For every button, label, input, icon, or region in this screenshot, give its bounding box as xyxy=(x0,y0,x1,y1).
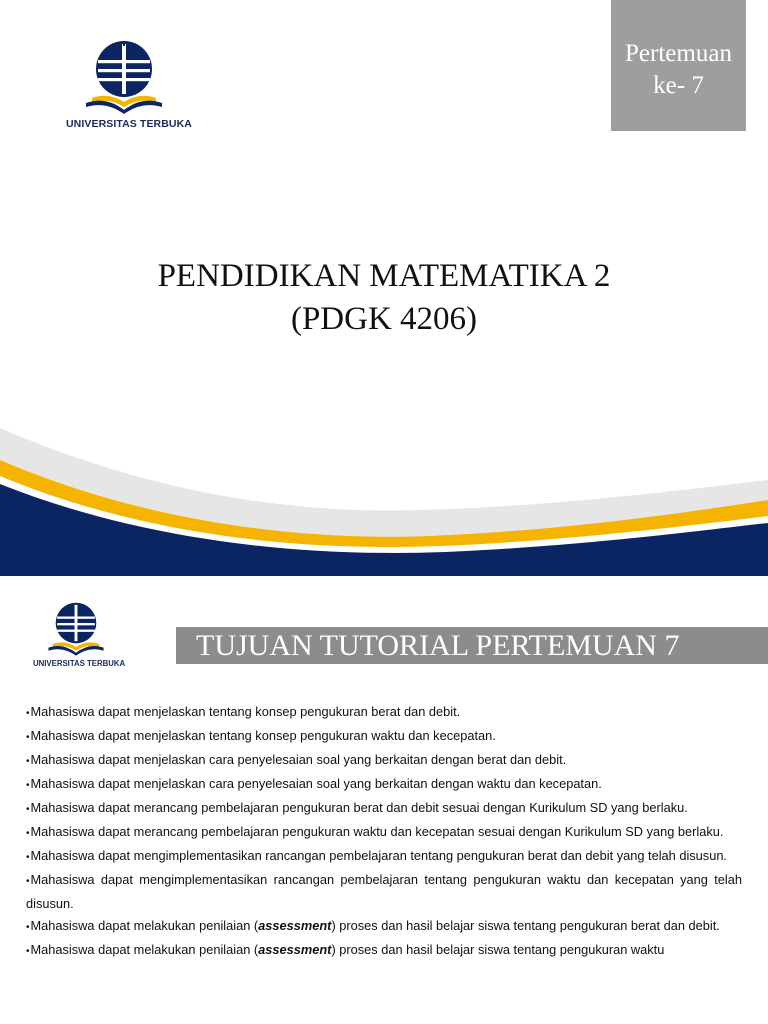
list-item: • Mahasiswa dapat menjelaskan tentang konsep pengukuran waktu dan kecepatan. xyxy=(26,725,742,749)
list-item: • Mahasiswa dapat menjelaskan cara penyelesaian soal yang berkaitan dengan berat dan debit. xyxy=(26,749,742,773)
list-item: • Mahasiswa dapat melakukan penilaian (assessment) proses dan hasil belajar siswa tentang pengukuran berat dan debit. xyxy=(26,915,742,939)
list-item: • Mahasiswa dapat menjelaskan tentang konsep pengukuran berat dan debit. xyxy=(26,701,742,725)
university-emblem-icon xyxy=(32,602,120,660)
decorative-wave xyxy=(0,420,768,576)
list-item: • Mahasiswa dapat mengimplementasikan rancangan pembelajaran tentang pengukuran waktu dan kecepatan yang telah disusun. xyxy=(26,869,742,915)
university-logo xyxy=(64,40,192,135)
meeting-badge xyxy=(611,0,746,131)
list-item: • Mahasiswa dapat merancang pembelajaran pengukuran waktu dan kecepatan sesuai dengan Kurikulum SD yang berlaku. xyxy=(26,821,742,845)
list-item: • Mahasiswa dapat menjelaskan cara penyelesaian soal yang berkaitan dengan waktu dan kecepatan. xyxy=(26,773,742,797)
list-item: • Mahasiswa dapat merancang pembelajaran pengukuran berat dan debit sesuai dengan Kurikulum SD yang berlaku. xyxy=(26,797,742,821)
badge-line-2: ke- 7 xyxy=(653,72,704,99)
list-item: • Mahasiswa dapat mengimplementasikan rancangan pembelajaran tentang pengukuran berat dan debit yang telah disusun. xyxy=(26,845,742,869)
objectives-list xyxy=(26,701,742,963)
logo-text: UNIVERSITAS TERBUKA xyxy=(66,118,192,130)
list-item: • Mahasiswa dapat melakukan penilaian (assessment) proses dan hasil belajar siswa tentang pengukuran waktu xyxy=(26,939,742,963)
section-heading: TUJUAN TUTORIAL PERTEMUAN 7 xyxy=(176,627,768,664)
university-emblem-icon xyxy=(64,40,184,120)
course-title xyxy=(0,255,768,341)
course-code: (PDGK 4206) xyxy=(290,301,478,337)
logo-text-small: UNIVERSITAS TERBUKA xyxy=(33,659,126,668)
university-logo-small xyxy=(32,602,126,672)
badge-line-1: Pertemuan xyxy=(625,40,732,67)
course-title-line-1: PENDIDIKAN MATEMATIKA 2 xyxy=(157,258,611,294)
